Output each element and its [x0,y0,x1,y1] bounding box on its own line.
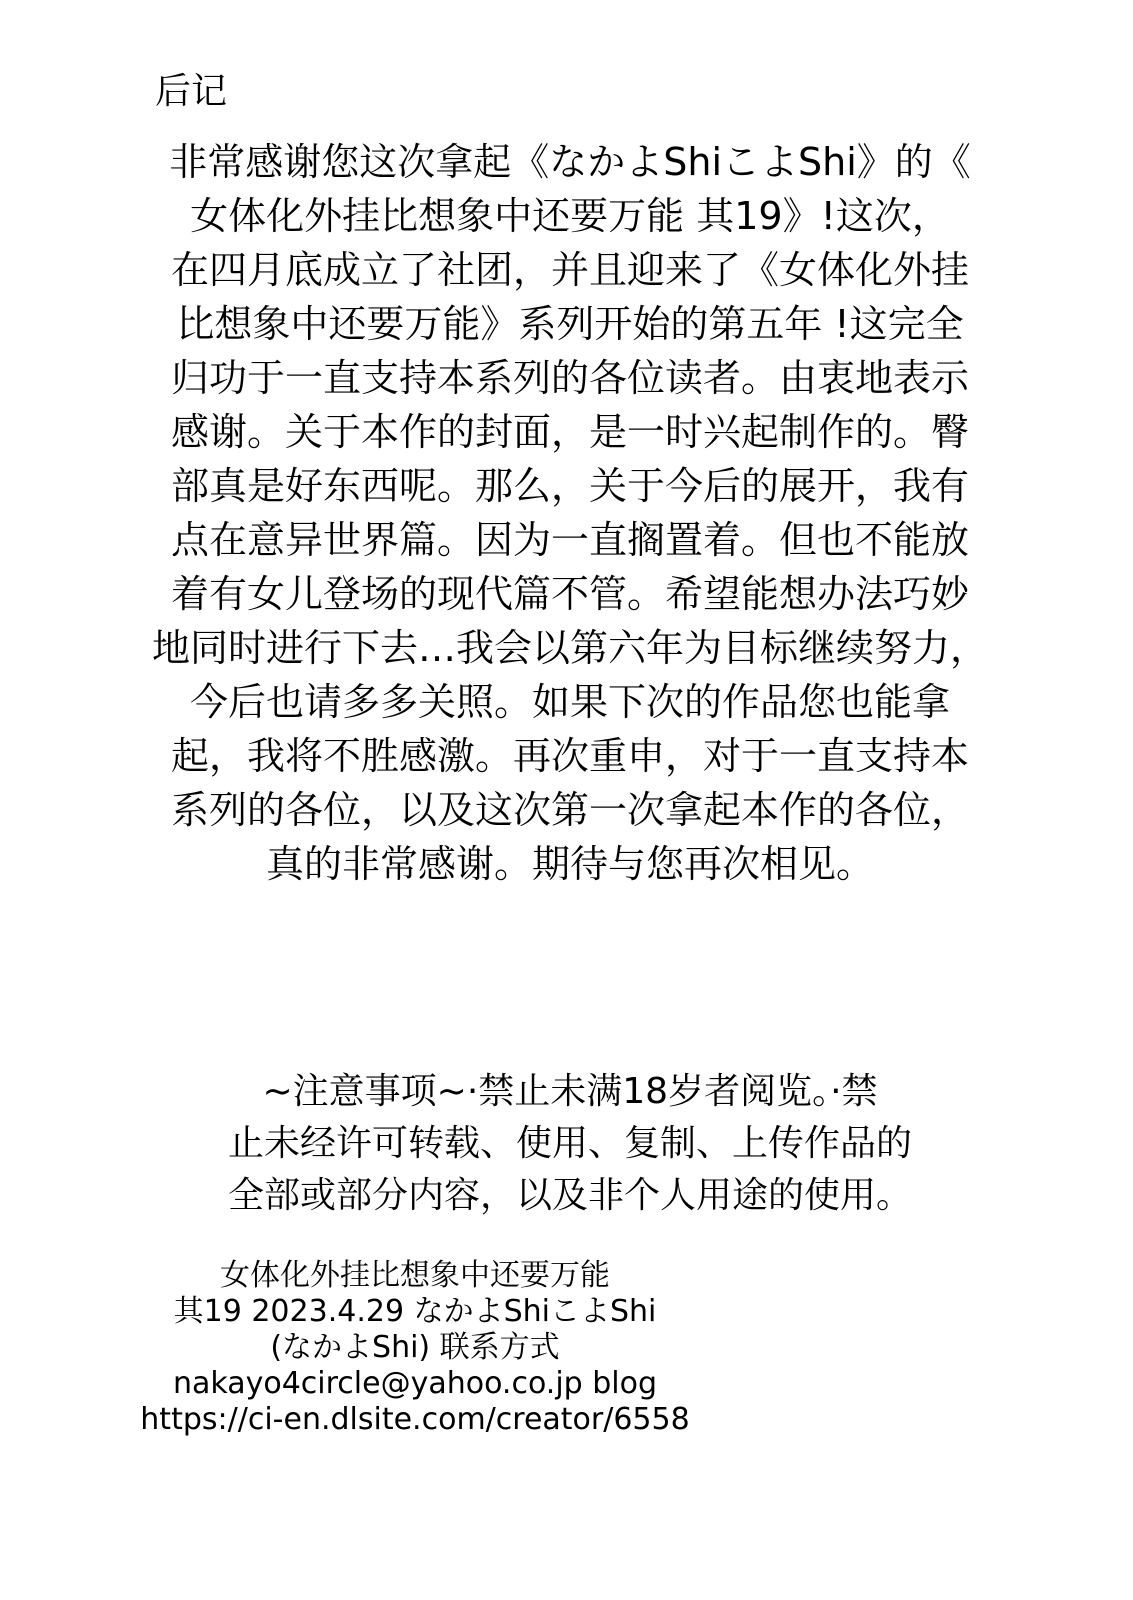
colophon-email: nakayo4circle@yahoo.co.jp blog [172,1366,658,1401]
colophon-title: 女体化外挂比想象中还要万能 [220,1258,610,1293]
body-line: 非常感谢您这次拿起《なかよShiこよShi》的《 [169,140,971,184]
body-line: 感谢。关于本作的封面，是一时兴起制作的。臀 [170,410,969,454]
body-line: 比想象中还要万能》系列开始的第五年 !这完全 [176,302,964,346]
afterword-heading: 后记 [155,71,228,112]
notice-line: ~注意事项~·禁止未满18岁者阅览。·禁 [262,1071,878,1112]
colophon-blog-url: https://ci-en.dlsite.com/creator/6558 [140,1402,690,1437]
body-line: 地同时进行下去…我会以第六年为目标继续努力， [151,626,988,670]
body-line: 着有女儿登场的现代篇不管。希望能想办法巧妙 [170,572,969,616]
body-line: 归功于一直支持本系列的各位读者。由衷地表示 [170,356,969,400]
body-line: 部真是好东西呢。那么，关于今后的展开，我有 [170,464,969,508]
body-line: 真的非常感谢。期待与您再次相见。 [265,842,874,886]
body-line: 点在意异世界篇。因为一直搁置着。但也不能放 [170,518,969,562]
afterword-body [55,135,1085,891]
body-line: 在四月底成立了社团，并且迎来了《女体化外挂 [170,248,969,292]
body-line: 起，我将不胜感激。再次重申，对于一直支持本 [170,734,969,778]
notice-line: 全部或部分内容，以及非个人用途的使用。 [227,1175,912,1216]
colophon-contact-label: (なかよShi) 联系方式 [270,1330,560,1365]
colophon [95,1258,735,1438]
body-line: 今后也请多多关照。如果下次的作品您也能拿 [189,680,950,724]
body-line: 系列的各位，以及这次第一次拿起本作的各位， [170,788,969,832]
notice-section [100,1066,1040,1222]
body-line: 女体化外挂比想象中还要万能 其19》!这次， [190,194,950,238]
colophon-issue-date: 其19 2023.4.29 なかよShiこよShi [173,1294,657,1329]
notice-line: 止未经许可转载、使用、复制、上传作品的 [227,1123,912,1164]
